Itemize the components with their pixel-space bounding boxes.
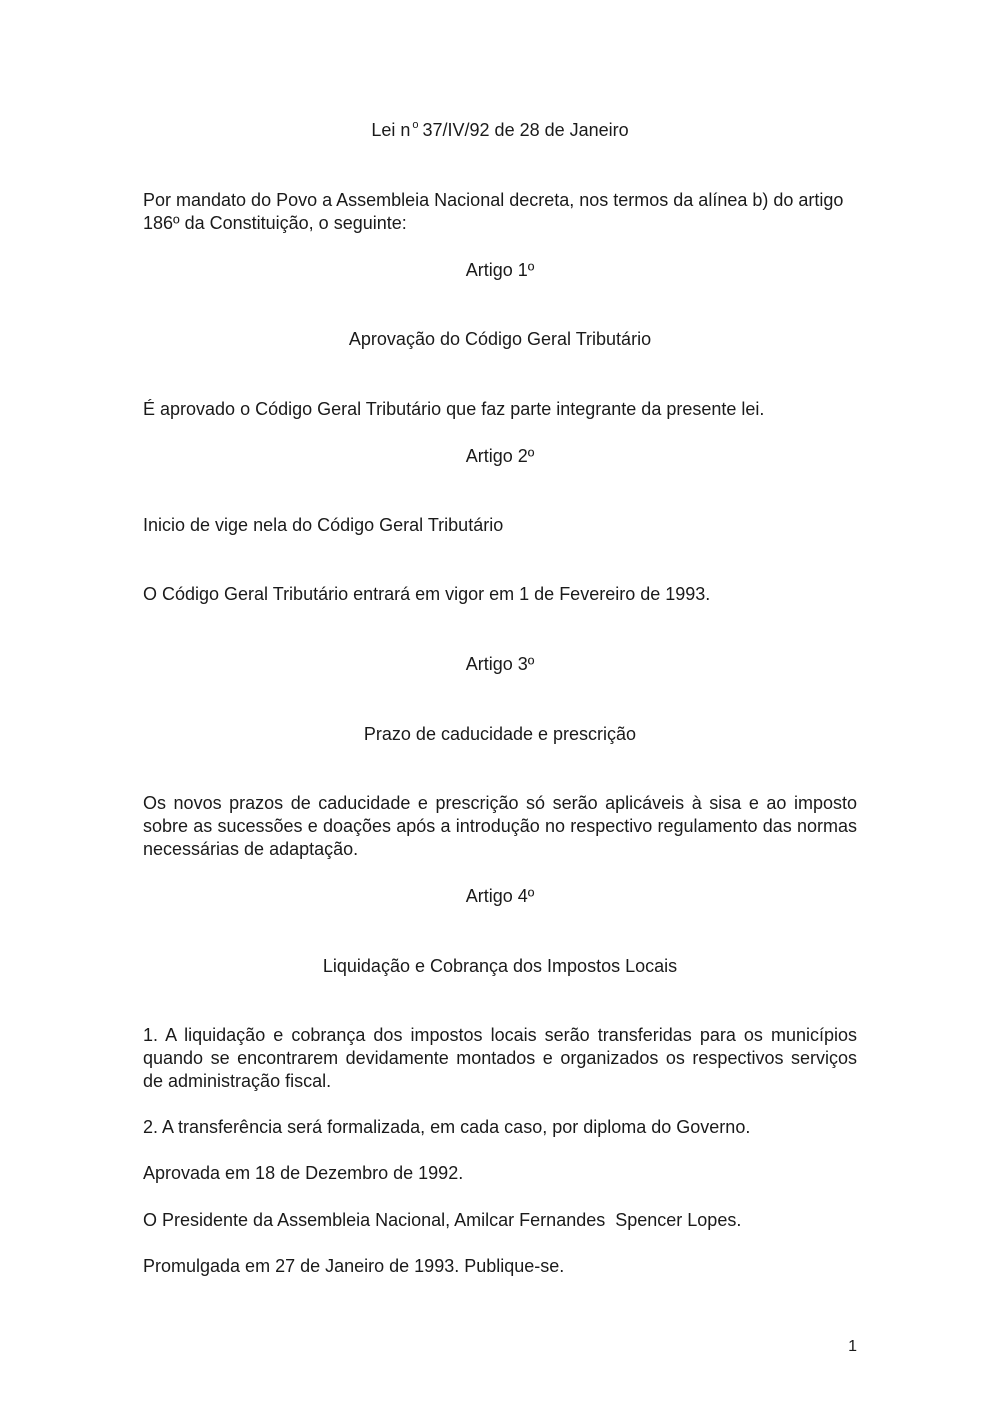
- preamble: Por mandato do Povo a Assembleia Nacional decreta, nos termos da alínea b) do artigo 186º da Constituição, o seguinte:: [143, 190, 844, 233]
- law-title-prefix: Lei n: [371, 120, 411, 140]
- law-title: [143, 119, 857, 145]
- article-2-heading: Artigo 2º: [465, 446, 535, 466]
- promulgation-line: Promulgada em 27 de Janeiro de 1993. Publique-se.: [143, 1256, 565, 1276]
- article-3-subheading: Prazo de caducidade e prescrição: [363, 724, 637, 744]
- article-4-paragraph-2: 2. A transferência será formalizada, em cada caso, por diploma do Governo.: [143, 1117, 751, 1137]
- president-signature-line: O Presidente da Assembleia Nacional, Amilcar Fernandes Spencer Lopes.: [143, 1210, 742, 1230]
- article-3-heading: Artigo 3º: [465, 654, 535, 674]
- article-2-subheading: Inicio de vige nela do Código Geral Tributário: [143, 515, 504, 535]
- article-4-subheading: Liquidação e Cobrança dos Impostos Locais: [322, 956, 678, 976]
- article-1-paragraph: É aprovado o Código Geral Tributário que faz parte integrante da presente lei.: [143, 399, 765, 419]
- article-3-paragraph: Os novos prazos de caducidade e prescrição só serão aplicáveis à sisa e ao imposto sobre as sucessões e doações após a introdução no respectivo regulamento das normas necessárias de adaptação.: [143, 793, 857, 859]
- article-4-heading: Artigo 4º: [465, 886, 535, 906]
- article-1-heading: Artigo 1º: [465, 260, 535, 280]
- page-number: 1: [848, 1338, 857, 1355]
- article-2-paragraph: O Código Geral Tributário entrará em vigor em 1 de Fevereiro de 1993.: [143, 584, 711, 604]
- article-1-subheading: Aprovação do Código Geral Tributário: [348, 329, 652, 349]
- law-title-number: 37/IV/92 de 28 de Janeiro: [422, 120, 629, 140]
- approval-date: Aprovada em 18 de Dezembro de 1992.: [143, 1163, 464, 1183]
- law-title-superscript: o: [412, 119, 419, 131]
- article-4-paragraph-1: 1. A liquidação e cobrança dos impostos locais serão transferidas para os municípios quando se encontrarem devidamente montados e organizados os respectivos serviços de administração fiscal.: [143, 1025, 857, 1091]
